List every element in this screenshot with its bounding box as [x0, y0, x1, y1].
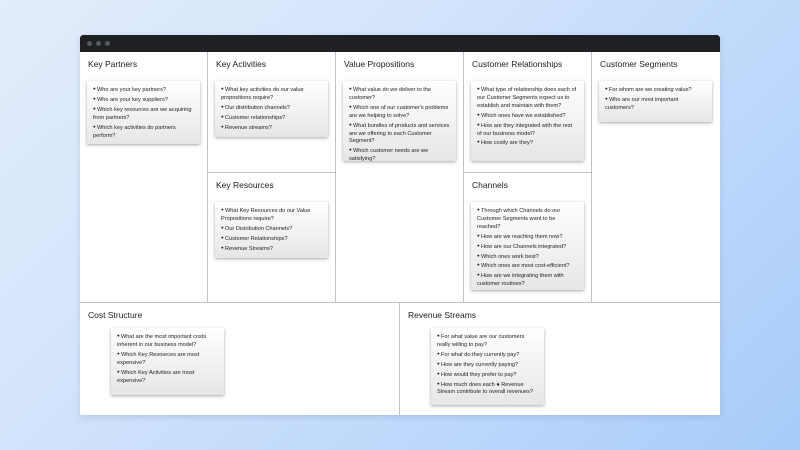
note-item: ● Through which Channels do our Customer Segments want to be reached?: [477, 206, 578, 232]
window-titlebar: [80, 35, 720, 52]
block-title: Channels: [472, 180, 508, 190]
block-value-propositions: [336, 52, 463, 302]
window-minimize-button[interactable]: [96, 41, 101, 46]
sticky-note[interactable]: [431, 328, 544, 405]
note-item: ● Which key resources are we acquiring from partners?: [93, 105, 194, 123]
note-item: ● Which customer needs are we satisfying?: [349, 146, 450, 164]
note-item: ● Which key activities do partners perform?: [93, 123, 194, 141]
block-title: Customer Segments: [600, 59, 678, 69]
sticky-note[interactable]: [471, 202, 584, 290]
block-key-resources: [208, 173, 335, 302]
sticky-note[interactable]: [215, 81, 328, 137]
window-maximize-button[interactable]: [105, 41, 110, 46]
note-item: ● Who are your key suppliers?: [93, 95, 194, 105]
note-item: ● Which ones work best?: [477, 252, 578, 262]
note-item: ● What key activities do our value propositions require?: [221, 85, 322, 103]
app-window: [80, 35, 720, 415]
note-item: ● For what value are our customers really willing to pay?: [437, 332, 538, 350]
note-item: ● Which Key Resources are most expensive?: [117, 350, 218, 368]
note-item: ● What bundles of products and services are we offering to each Customer Segment?: [349, 121, 450, 147]
note-item: ● How are they integrated with the rest of our business model?: [477, 121, 578, 139]
sticky-note[interactable]: [599, 81, 712, 122]
block-title: Key Activities: [216, 59, 267, 69]
note-item: ● What type of relationship does each of our Customer Segments expect us to establish and maintain with them?: [477, 85, 578, 111]
sticky-note[interactable]: [111, 328, 224, 395]
note-item: ● How are our Channels integrated?: [477, 242, 578, 252]
note-item: ● What are the most important costs inherent in our business model?: [117, 332, 218, 350]
note-item: ● Who are your key partners?: [93, 85, 194, 95]
block-title: Value Propositions: [344, 59, 415, 69]
business-model-canvas: [80, 52, 720, 415]
note-item: ● For whom are we creating value?: [605, 85, 706, 95]
note-item: ● Which Key Activities are most expensive?: [117, 368, 218, 386]
note-item: ● How much does each ● Revenue Stream contribute to overall revenues?: [437, 380, 538, 398]
block-revenue-streams: [400, 303, 720, 415]
note-item: ● Which ones have we established?: [477, 111, 578, 121]
note-item: ● How are we reaching them now?: [477, 232, 578, 242]
note-item: ● Which one of our customer's problems are we helping to solve?: [349, 103, 450, 121]
note-item: ● Revenue streams?: [221, 123, 322, 133]
note-item: ● How are they currently paying?: [437, 360, 538, 370]
sticky-note[interactable]: [215, 202, 328, 258]
block-customer-segments: [592, 52, 720, 302]
block-title: Revenue Streams: [408, 310, 477, 320]
block-key-partners: [80, 52, 207, 302]
block-key-activities: [208, 52, 335, 172]
sticky-note[interactable]: [343, 81, 456, 161]
window-close-button[interactable]: [87, 41, 92, 46]
note-item: ● Customer Relationships?: [221, 234, 322, 244]
block-title: Key Resources: [216, 180, 274, 190]
note-item: ● What value do we deliver to the customer?: [349, 85, 450, 103]
note-item: ● Our distribution channels?: [221, 103, 322, 113]
note-item: ● Revenue Streams?: [221, 244, 322, 254]
note-item: ● For what do they currently pay?: [437, 350, 538, 360]
note-item: ● What Key Resources do our Value Propositions require?: [221, 206, 322, 224]
note-item: ● How costly are they?: [477, 138, 578, 148]
block-customer-relationships: [464, 52, 591, 172]
sticky-note[interactable]: [471, 81, 584, 161]
block-title: Customer Relationships: [472, 59, 563, 69]
note-item: ● Which ones are most cost-efficient?: [477, 261, 578, 271]
note-item: ● How would they prefer to pay?: [437, 370, 538, 380]
block-cost-structure: [80, 303, 399, 415]
block-channels: [464, 173, 591, 302]
note-item: ● Who are our most important customers?: [605, 95, 706, 113]
note-item: ● Customer relationships?: [221, 113, 322, 123]
block-title: Cost Structure: [88, 310, 143, 320]
note-item: ● How are we integrating them with customer routines?: [477, 271, 578, 289]
sticky-note[interactable]: [87, 81, 200, 144]
block-title: Key Partners: [88, 59, 138, 69]
note-item: ● Our Distribution Channels?: [221, 224, 322, 234]
